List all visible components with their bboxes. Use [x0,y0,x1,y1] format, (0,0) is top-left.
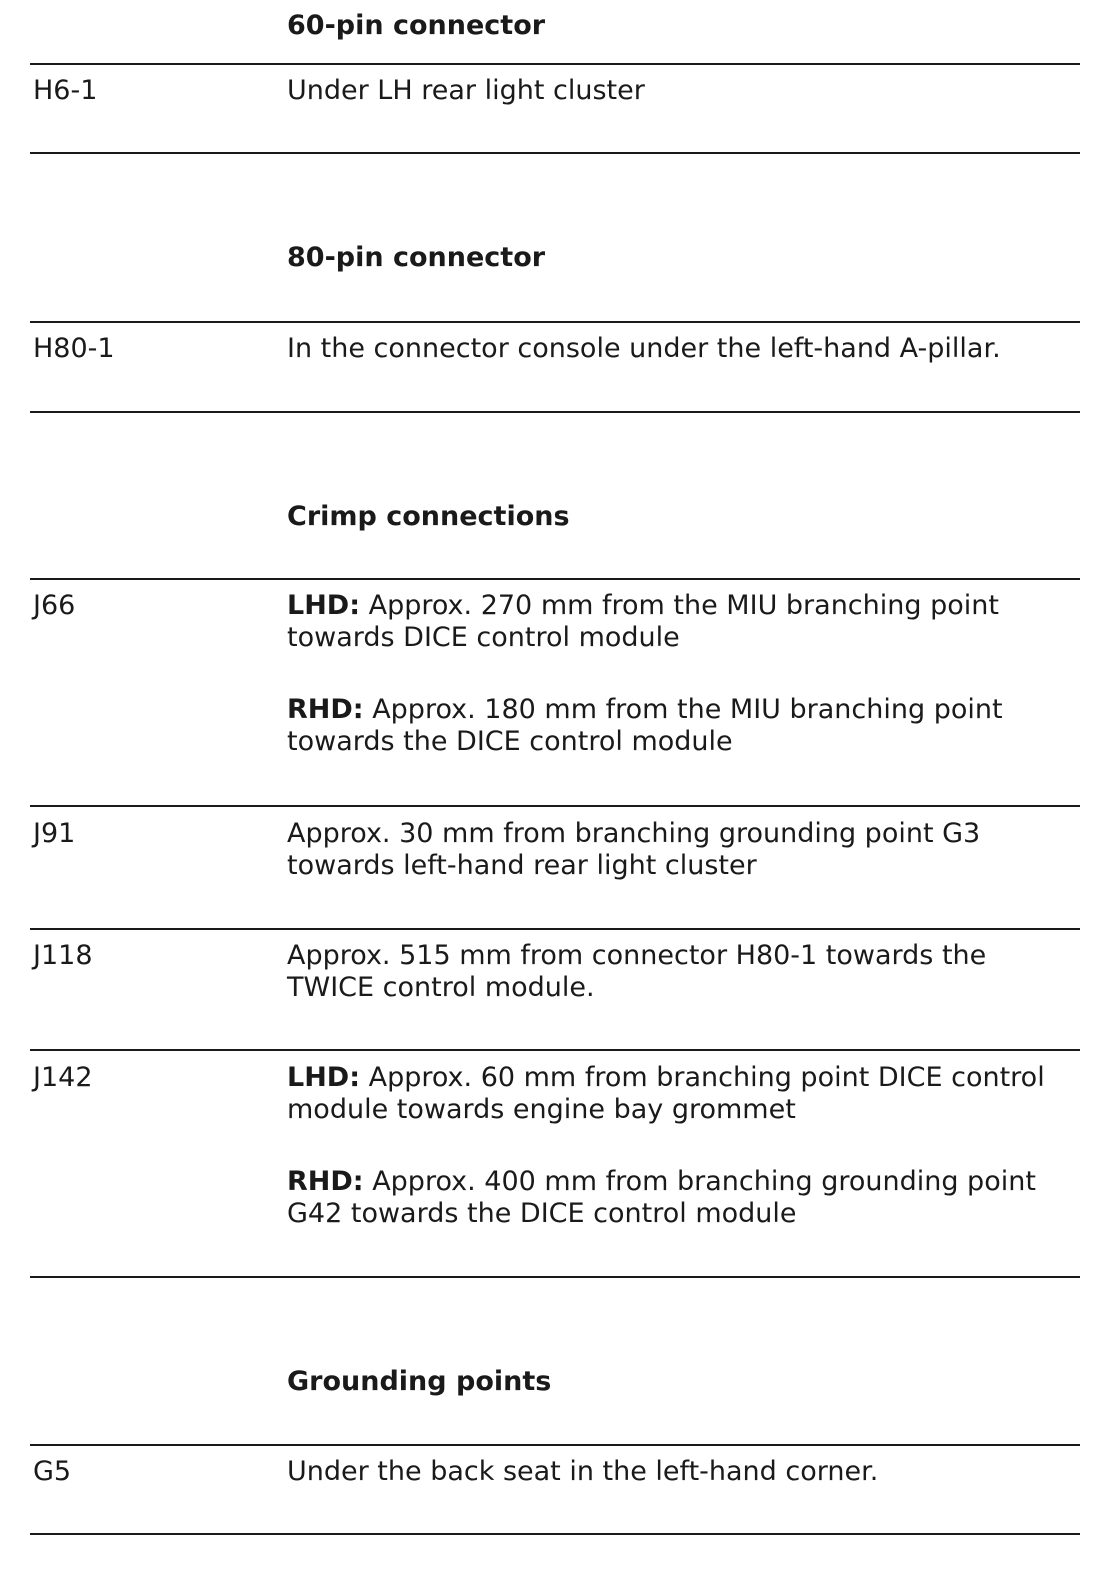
location-description-g5 [287,1456,1077,1488]
section-heading-crimp: Crimp connections [287,501,570,532]
description-paragraph [287,333,1077,365]
description-text: Under the back seat in the left-hand corner. [287,1456,879,1487]
connector-code-h6-1: H6-1 [33,75,98,106]
divider [30,321,1080,323]
divider [30,411,1080,413]
location-description-h6-1 [287,75,1077,107]
crimp-code-j118: J118 [33,940,93,971]
location-description-j142 [287,1062,1077,1230]
divider [30,1276,1080,1278]
drive-side-tag: LHD: [287,1062,361,1093]
drive-side-tag: RHD: [287,1166,364,1197]
section-heading-60-pin: 60-pin connector [287,10,546,41]
divider [30,1533,1080,1535]
grounding-code-g5: G5 [33,1456,72,1487]
divider [30,152,1080,154]
section-heading-80-pin: 80-pin connector [287,242,546,273]
description-text: In the connector console under the left-hand A-pillar. [287,333,1001,364]
description-text: Approx. 400 mm from branching grounding point G42 towards the DICE control module [287,1166,1036,1229]
description-text: Approx. 180 mm from the MIU branching point towards the DICE control module [287,694,1003,757]
divider [30,1444,1080,1446]
description-text: Under LH rear light cluster [287,75,645,106]
description-text: Approx. 30 mm from branching grounding point G3 towards left-hand rear light cluster [287,818,981,881]
description-paragraph [287,1062,1077,1126]
divider [30,805,1080,807]
location-description-h80-1 [287,333,1077,365]
description-paragraph [287,75,1077,107]
description-text: Approx. 270 mm from the MIU branching point towards DICE control module [287,590,999,653]
crimp-code-j142: J142 [33,1062,93,1093]
location-description-j118 [287,940,1077,1004]
description-paragraph [287,940,1077,1004]
divider [30,928,1080,930]
description-text: Approx. 515 mm from connector H80-1 towards the TWICE control module. [287,940,987,1003]
description-paragraph [287,1456,1077,1488]
description-paragraph [287,1166,1077,1230]
description-text: Approx. 60 mm from branching point DICE control module towards engine bay grommet [287,1062,1045,1125]
description-paragraph [287,694,1077,758]
crimp-code-j66: J66 [33,590,76,621]
divider [30,578,1080,580]
divider [30,63,1080,65]
description-paragraph [287,818,1077,882]
divider [30,1049,1080,1051]
location-description-j66 [287,590,1077,758]
drive-side-tag: RHD: [287,694,364,725]
description-paragraph [287,590,1077,654]
connector-code-h80-1: H80-1 [33,333,115,364]
section-heading-grounding: Grounding points [287,1366,552,1397]
crimp-code-j91: J91 [33,818,76,849]
drive-side-tag: LHD: [287,590,361,621]
location-description-j91 [287,818,1077,882]
